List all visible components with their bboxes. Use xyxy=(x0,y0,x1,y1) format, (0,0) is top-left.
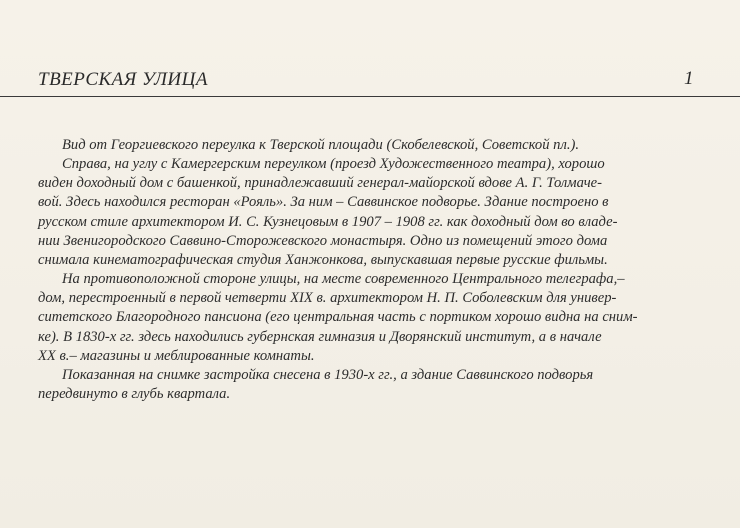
body-text xyxy=(38,136,674,404)
text-line: ситетского Благородного пансиона (его центральная часть с портиком хорошо видна на сним- xyxy=(38,309,638,326)
text-line: Вид от Георгиевского переулка к Тверской площади (Скобелевской, Советской пл.). xyxy=(62,137,579,153)
text-line: дом, перестроенный в первой четверти XIX в. архитектором Н. П. Соболевским для универ- xyxy=(38,290,617,307)
text-line: ке). В 1830-х гг. здесь находились губернская гимназия и Дворянский институт, а в начале xyxy=(38,328,602,345)
text-line: русском стиле архитектором И. С. Кузнецовым в 1907 – 1908 гг. как доходный дом во владе- xyxy=(38,213,618,230)
page-header xyxy=(0,66,740,97)
page-number: 1 xyxy=(684,68,694,89)
text-line: виден доходный дом с башенкой, принадлежавший генерал-майорской вдове А. Г. Толмаче- xyxy=(38,175,602,192)
text-line: вой. Здесь находился ресторан «Рояль». За ним – Саввинское подворье. Здание построено в xyxy=(38,194,609,211)
page-title: ТВЕРСКАЯ УЛИЦА xyxy=(38,69,208,90)
text-line: нии Звенигородского Саввино-Сторожевского монастыря. Одно из помещений этого дома xyxy=(38,232,608,249)
text-line: Справа, на углу с Камергерским переулком (проезд Художественного театра), хорошо xyxy=(62,156,605,173)
text-line: XX в.– магазины и меблированные комнаты. xyxy=(38,347,315,364)
text-line: снимала кинематографическая студия Ханжонкова, выпускавшая первые русские фильмы. xyxy=(38,251,608,268)
text-line: Показанная на снимке застройка снесена в 1930-х гг., а здание Саввинского подворья xyxy=(62,366,594,383)
text-line: На противоположной стороне улицы, на месте современного Центрального телеграфа,– xyxy=(62,271,625,288)
text-line: передвинуто в глубь квартала. xyxy=(38,386,231,403)
